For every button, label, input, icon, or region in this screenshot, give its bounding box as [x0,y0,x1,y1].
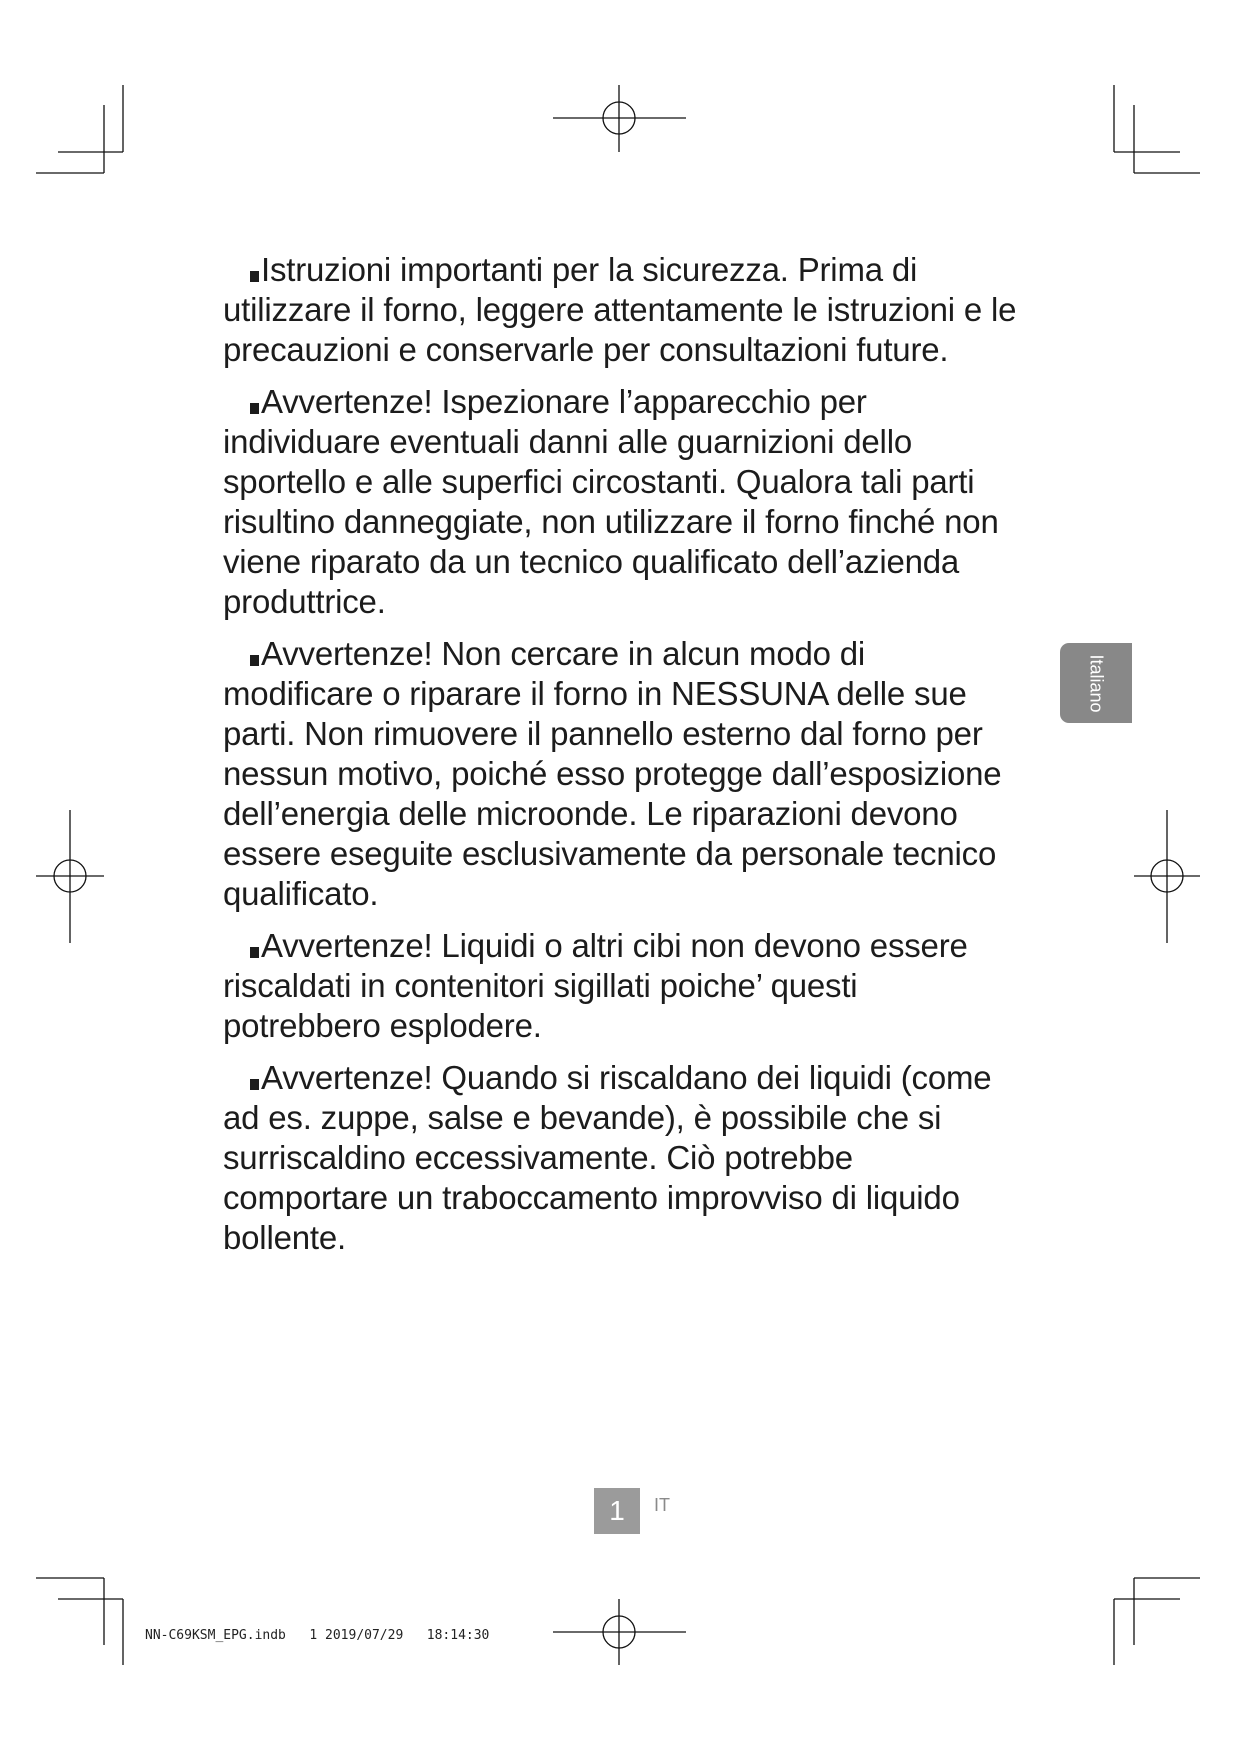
square-bullet-icon [250,271,259,282]
safety-instructions [223,250,1023,1270]
square-bullet-icon [250,655,259,666]
paragraph-inspect-warning: Avvertenze! Ispezionare l’apparecchio per individuare eventuali danni alle guarnizioni dello sportello e alle superfici circostanti. Qualora tali parti risultino danneggiate, non utilizzare il forno finché non viene riparato da un tecnico qualificato dell’azienda produttrice. [223,383,999,620]
page-number: 1 [594,1488,640,1534]
square-bullet-icon [250,1079,259,1090]
paragraph-no-repair-warning: Avvertenze! Non cercare in alcun modo di modificare o riparare il forno in NESSUNA delle sue parti. Non rimuovere il pannello esterno dal forno per nessun motivo, poiché esso protegge dall’esposizione dell’energia delle microonde. Le riparazioni devono essere eseguite esclusivamente da personale tecnico qualificato. [223,635,1002,912]
square-bullet-icon [250,403,259,414]
paragraph-important-instructions: Istruzioni importanti per la sicurezza. Prima di utilizzare il forno, leggere attentamente le istruzioni e le precauzioni e conservarle per consultazioni future. [223,251,1017,368]
print-slug-line: NN-C69KSM_EPG.indb 1 2019/07/29 18:14:30 [145,1628,490,1643]
paragraph-sealed-containers-warning: Avvertenze! Liquidi o altri cibi non devono essere riscaldati in contenitori sigillati poiche’ questi potrebbero esplodere. [223,927,968,1044]
paragraph-liquids-warning: Avvertenze! Quando si riscaldano dei liquidi (come ad es. zuppe, salse e bevande), è possibile che si surriscaldino eccessivamente. Ciò potrebbe comportare un traboccamento improvviso di liquido bollente. [223,1059,992,1256]
square-bullet-icon [250,947,259,958]
language-tab [1060,643,1132,723]
page-language-code: IT [654,1495,670,1515]
language-tab-label: Italiano [1086,653,1107,713]
